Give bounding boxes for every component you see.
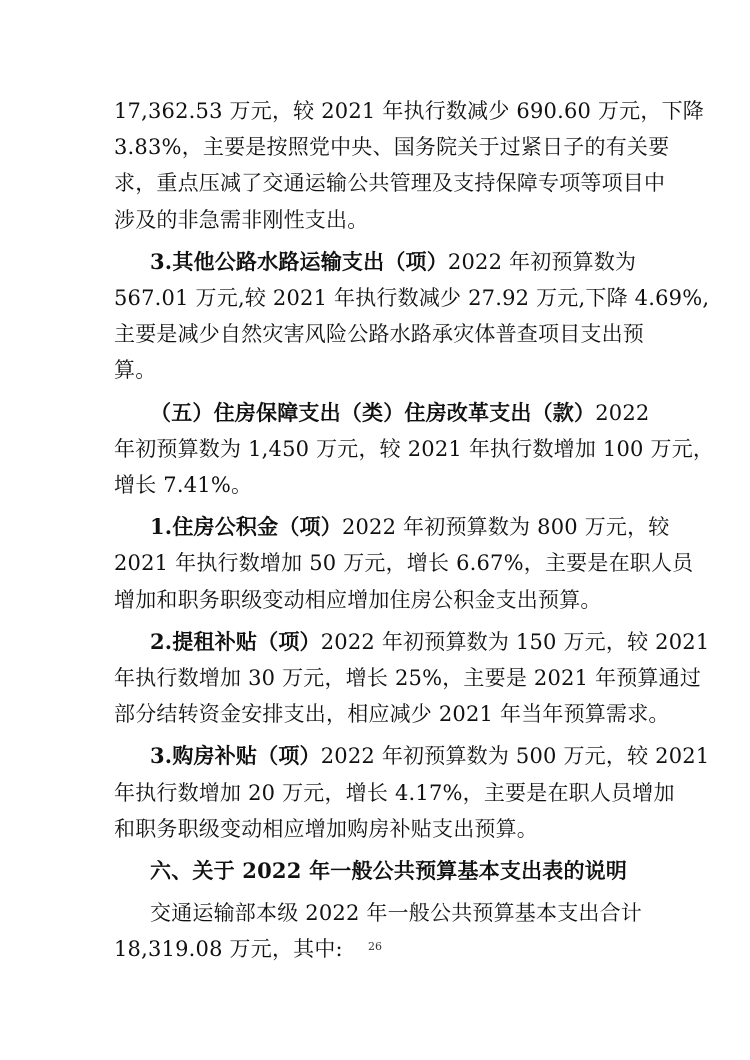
paragraph-line: 主要是减少自然灾害风险公路水路承灾体普查项目支出预 bbox=[114, 322, 644, 346]
paragraph-line bbox=[150, 627, 710, 657]
paragraph-line: 年初预算数为 1,450 万元，较 2021 年执行数增加 100 万元， bbox=[114, 437, 715, 461]
paragraph-line bbox=[150, 512, 670, 542]
paragraph-line bbox=[150, 856, 634, 886]
paragraph-line: 2021 年执行数增加 50 万元，增长 6.67%，主要是在职人员 bbox=[114, 551, 694, 575]
paragraph-line: 增长 7.41%。 bbox=[114, 473, 253, 497]
category-heading: （五）住房保障支出（类）住房改革支出（款） bbox=[150, 400, 596, 425]
paragraph-line bbox=[150, 398, 650, 428]
paragraph-line: 求，重点压减了交通运输公共管理及支持保障专项等项目中 bbox=[114, 171, 666, 195]
paragraph-text: 2022 年初预算数为 800 万元，较 bbox=[341, 515, 670, 539]
paragraph-line: 17,362.53 万元，较 2021 年执行数减少 690.60 万元，下降 bbox=[114, 99, 704, 123]
paragraph-line: 交通运输部本级 2022 年一般公共预算基本支出合计 bbox=[150, 901, 642, 925]
item-heading: 1.住房公积金（项） bbox=[150, 514, 342, 539]
paragraph-text: 2022 年初预算数为 bbox=[447, 250, 637, 274]
item-heading: 2.提租补贴（项） bbox=[150, 629, 321, 654]
item-heading: 3.其他公路水路运输支出（项） bbox=[150, 249, 448, 274]
paragraph-text: 2022 年初预算数为 150 万元，较 2021 bbox=[320, 630, 710, 654]
paragraph-line: 18,319.08 万元，其中: bbox=[114, 937, 343, 961]
paragraph-line: 部分结转资金安排支出，相应减少 2021 年当年预算需求。 bbox=[114, 702, 670, 726]
paragraph-text: 2022 bbox=[595, 401, 650, 425]
paragraph-line: 3.83%，主要是按照党中央、国务院关于过紧日子的有关要 bbox=[114, 135, 670, 159]
paragraph-line bbox=[150, 741, 710, 771]
item-heading: 3.购房补贴（项） bbox=[150, 743, 321, 768]
paragraph-line: 和职务职级变动相应增加购房补贴支出预算。 bbox=[114, 817, 538, 841]
section-heading: 六、关于 2022 年一般公共预算基本支出表的说明 bbox=[150, 858, 628, 883]
paragraph-line: 567.01 万元,较 2021 年执行数减少 27.92 万元,下降 4.69%, bbox=[114, 286, 710, 310]
paragraph-line: 涉及的非急需非刚性支出。 bbox=[114, 208, 369, 232]
paragraph-line: 年执行数增加 20 万元，增长 4.17%，主要是在职人员增加 bbox=[114, 781, 675, 805]
paragraph-line bbox=[150, 247, 637, 277]
paragraph-line: 年执行数增加 30 万元，增长 25%，主要是 2021 年预算通过 bbox=[114, 666, 702, 690]
paragraph-text: 2022 年初预算数为 500 万元，较 2021 bbox=[320, 744, 710, 768]
paragraph-line: 增加和职务职级变动相应增加住房公积金支出预算。 bbox=[114, 588, 602, 612]
page-number: 26 bbox=[368, 940, 382, 953]
paragraph-line: 算。 bbox=[114, 358, 157, 382]
